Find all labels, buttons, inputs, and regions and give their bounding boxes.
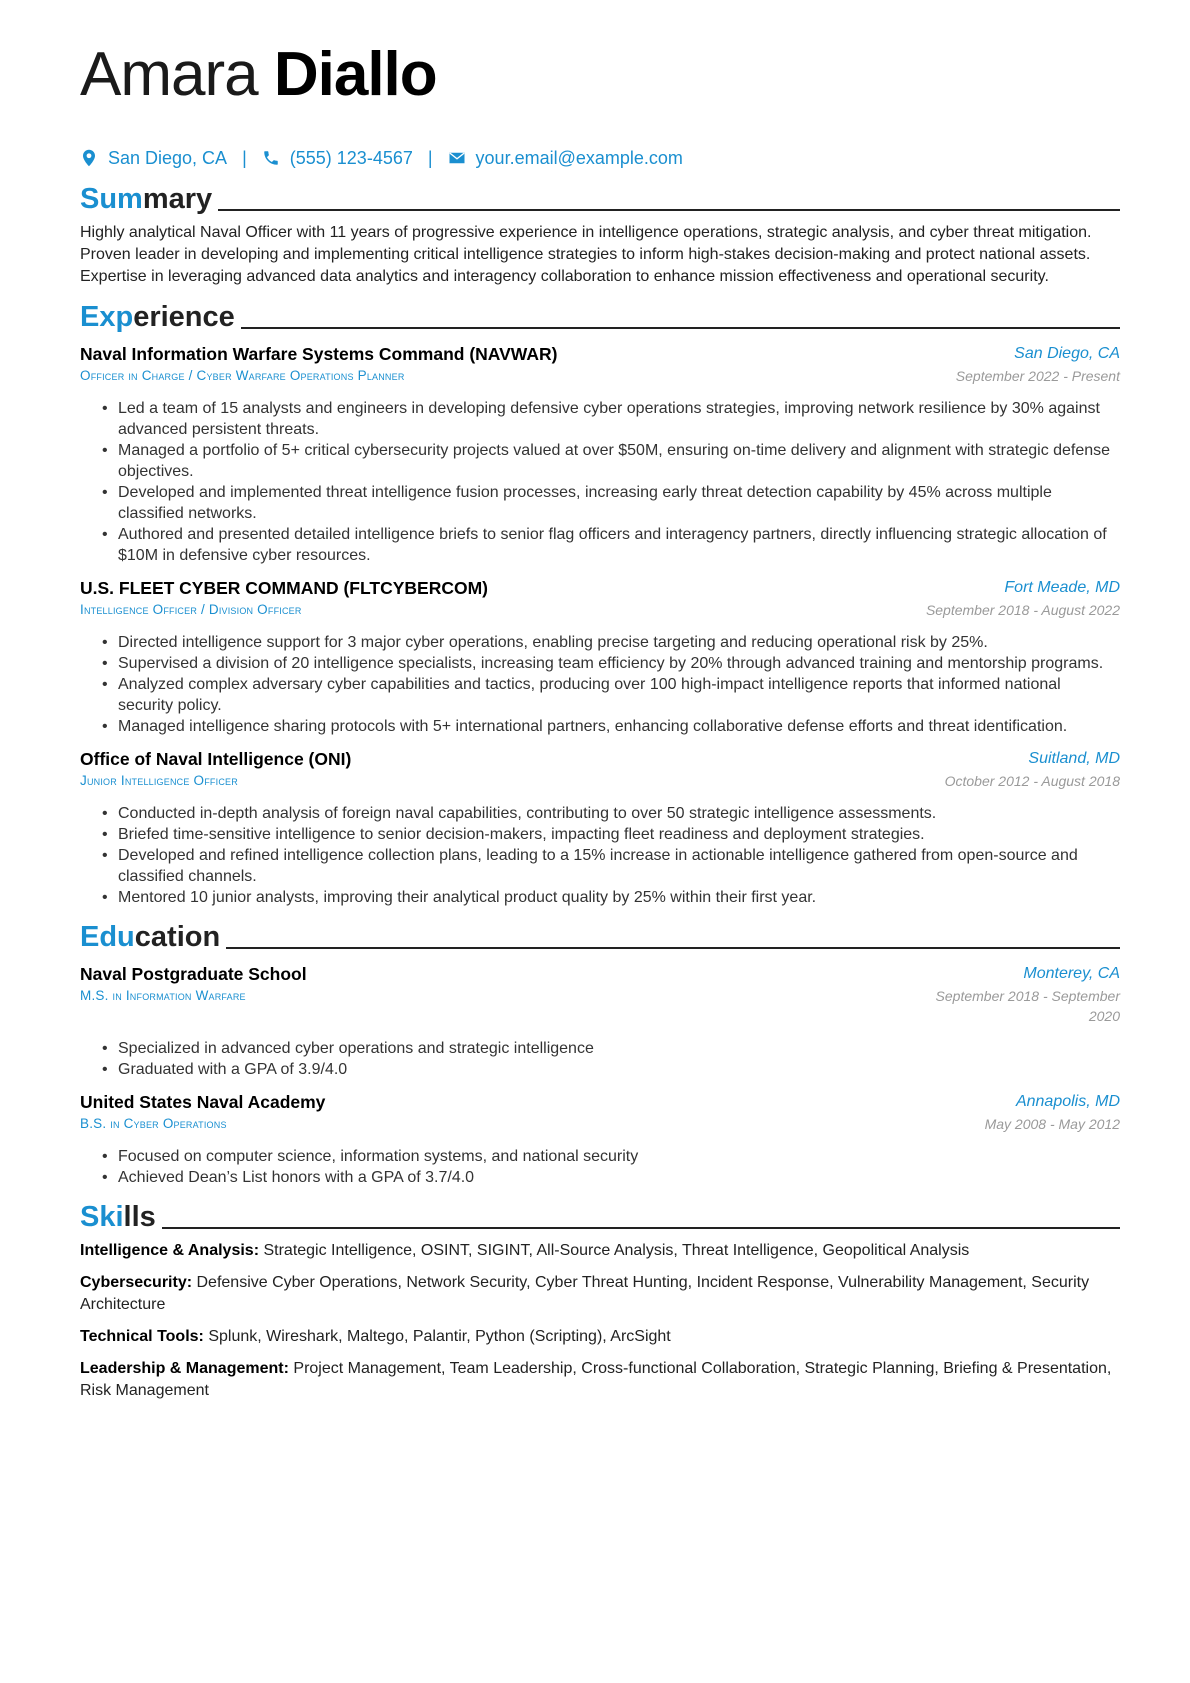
bullet-list <box>80 398 1120 566</box>
entry-location: Annapolis, MD <box>1015 1093 1120 1110</box>
bullet-list <box>80 632 1120 737</box>
skill-values: Project Management, Team Leadership, Cross-functional Collaboration, Strategic Planning, Briefing & Presentation, Risk Management <box>80 1360 1112 1399</box>
bullet-item: • Achieved Dean’s List honors with a GPA of 3.7/4.0 <box>118 1167 1120 1188</box>
bullet-item: • Briefed time-sensitive intelligence to senior decision-makers, impacting fleet readiness and deployment strategies. <box>118 824 1120 845</box>
section-title <box>80 303 235 332</box>
job-title: Junior Intelligence Officer <box>80 773 238 788</box>
skill-row <box>80 1272 1120 1316</box>
skill-values: Defensive Cyber Operations, Network Security, Cyber Threat Hunting, Incident Response, Vulnerability Management, Security Architecture <box>80 1274 1090 1313</box>
envelope-icon <box>448 149 466 167</box>
entry-dates: September 2022 - Present <box>955 368 1120 384</box>
section-rule <box>241 327 1120 329</box>
skill-label: Technical Tools: <box>80 1328 204 1345</box>
experience-entry <box>80 747 1120 908</box>
section-title <box>80 1203 156 1232</box>
phone-text: (555) 123-4567 <box>289 147 413 168</box>
bullet-item: • Developed and implemented threat intelligence fusion processes, increasing early threat detection capability by 45% across multiple classified networks. <box>118 482 1120 524</box>
title-rest: lls <box>123 1201 156 1233</box>
experience-heading <box>80 296 1120 332</box>
entry-location: Fort Meade, MD <box>1004 579 1120 596</box>
entry-location: Monterey, CA <box>1023 965 1120 982</box>
bullet-list <box>80 1146 1120 1188</box>
education-entry <box>80 962 1120 1080</box>
organization: U.S. FLEET CYBER COMMAND (FLTCYBERCOM) <box>80 578 488 598</box>
contact-separator: | <box>242 147 247 168</box>
skill-row <box>80 1358 1120 1402</box>
bullet-item: • Directed intelligence support for 3 major cyber operations, enabling precise targeting and reducing operational risk by 25%. <box>118 632 1120 653</box>
skill-values: Strategic Intelligence, OSINT, SIGINT, All-Source Analysis, Threat Intelligence, Geopolitical Analysis <box>263 1242 970 1259</box>
job-title: Intelligence Officer / Division Officer <box>80 602 302 617</box>
section-title <box>80 923 220 952</box>
title-rest: mary <box>142 183 213 215</box>
bullet-item: • Analyzed complex adversary cyber capabilities and tactics, producing over 100 high-impact intelligence reports that informed national security policy. <box>118 674 1120 716</box>
entry-dates: September 2018 - August 2022 <box>925 602 1120 618</box>
bullet-item: • Developed and refined intelligence collection plans, leading to a 15% increase in actionable intelligence gathered from open-source and classified channels. <box>118 845 1120 887</box>
entry-dates: May 2008 - May 2012 <box>984 1116 1120 1132</box>
last-name: Diallo <box>273 40 437 109</box>
title-accent: Sum <box>80 183 143 215</box>
skill-label: Cybersecurity: <box>80 1274 193 1291</box>
bullet-item: • Managed intelligence sharing protocols with 5+ international partners, enhancing collaborative defense efforts and threat identification. <box>118 716 1120 737</box>
institution: Naval Postgraduate School <box>80 964 307 984</box>
bullet-item: • Graduated with a GPA of 3.9/4.0 <box>118 1059 1120 1080</box>
summary-text: Highly analytical Naval Officer with 11 years of progressive experience in intelligence operations, strategic analysis, and cyber threat mitigation. Proven leader in developing and implementing critical intelligence strategies to inform high-stakes decision-making and protect national assets. Expertise in leveraging advanced data analytics and interagency collaboration to enhance mission effectiveness and operational security. <box>80 224 1092 285</box>
contact-email <box>448 148 683 169</box>
education-heading <box>80 916 1120 952</box>
degree: B.S. in Cyber Operations <box>80 1116 227 1131</box>
title-rest: erience <box>133 301 235 333</box>
section-rule <box>226 947 1120 949</box>
bullet-item: • Authored and presented detailed intelligence briefs to senior flag officers and interagency partners, directly influencing strategic allocation of $10M in defensive cyber resources. <box>118 524 1120 566</box>
bullet-item: • Focused on computer science, information systems, and national security <box>118 1146 1120 1167</box>
education-entry <box>80 1090 1120 1188</box>
email-link[interactable]: your.email@example.com <box>475 147 683 168</box>
section-rule <box>218 209 1120 211</box>
title-rest: cation <box>134 921 221 953</box>
bullet-item: • Conducted in-depth analysis of foreign naval capabilities, contributing to over 50 strategic intelligence assessments. <box>118 803 1120 824</box>
first-name: Amara <box>80 40 258 109</box>
skill-values: Splunk, Wireshark, Maltego, Palantir, Python (Scripting), ArcSight <box>208 1328 671 1345</box>
entry-location: Suitland, MD <box>1028 750 1120 767</box>
contact-phone <box>262 148 413 169</box>
title-accent: Ski <box>80 1201 124 1233</box>
bullet-list <box>80 803 1120 908</box>
bullet-item: • Led a team of 15 analysts and engineers in developing defensive cyber operations strategies, improving network resilience by 30% against advanced persistent threats. <box>118 398 1120 440</box>
bullet-item: • Managed a portfolio of 5+ critical cybersecurity projects valued at over $50M, ensuring on-time delivery and alignment with strategic defense objectives. <box>118 440 1120 482</box>
organization: Office of Naval Intelligence (ONI) <box>80 749 352 769</box>
contact-separator: | <box>427 147 433 168</box>
skill-label: Leadership & Management: <box>80 1360 289 1377</box>
title-accent: Edu <box>80 921 135 953</box>
skill-row <box>80 1240 1120 1262</box>
title-accent: Exp <box>80 301 134 333</box>
bullet-item: • Supervised a division of 20 intelligence specialists, increasing team efficiency by 20% through advanced training and mentorship programs. <box>118 653 1120 674</box>
bullet-list <box>80 1038 1120 1080</box>
skill-label: Intelligence & Analysis: <box>80 1242 260 1259</box>
skill-row <box>80 1326 1120 1348</box>
entry-dates: October 2012 - August 2018 <box>944 773 1120 789</box>
entry-location: San Diego, CA <box>1014 345 1120 362</box>
phone-icon <box>262 149 280 167</box>
degree: M.S. in Information Warfare <box>80 988 246 1003</box>
resume-page <box>80 40 1120 1412</box>
location-text: San Diego, CA <box>108 147 228 168</box>
section-title <box>80 185 212 214</box>
map-pin-icon <box>80 149 98 167</box>
organization: Naval Information Warfare Systems Command (NAVWAR) <box>80 344 558 364</box>
summary-heading <box>80 178 1120 214</box>
skills-heading <box>80 1196 1120 1232</box>
bullet-item: • Specialized in advanced cyber operations and strategic intelligence <box>118 1038 1120 1059</box>
institution: United States Naval Academy <box>80 1092 326 1112</box>
experience-entry <box>80 342 1120 566</box>
bullet-item: • Mentored 10 junior analysts, improving their analytical product quality by 25% within their first year. <box>118 887 1120 908</box>
skills-list <box>80 1240 1120 1402</box>
job-title: Officer in Charge / Cyber Warfare Operations Planner <box>80 368 405 383</box>
section-rule <box>162 1227 1120 1229</box>
experience-entry <box>80 576 1120 737</box>
entry-dates: September 2018 - September 2020 <box>935 988 1120 1024</box>
contact-location <box>80 148 227 169</box>
contact-bar <box>80 146 1120 170</box>
candidate-name <box>80 40 1120 118</box>
